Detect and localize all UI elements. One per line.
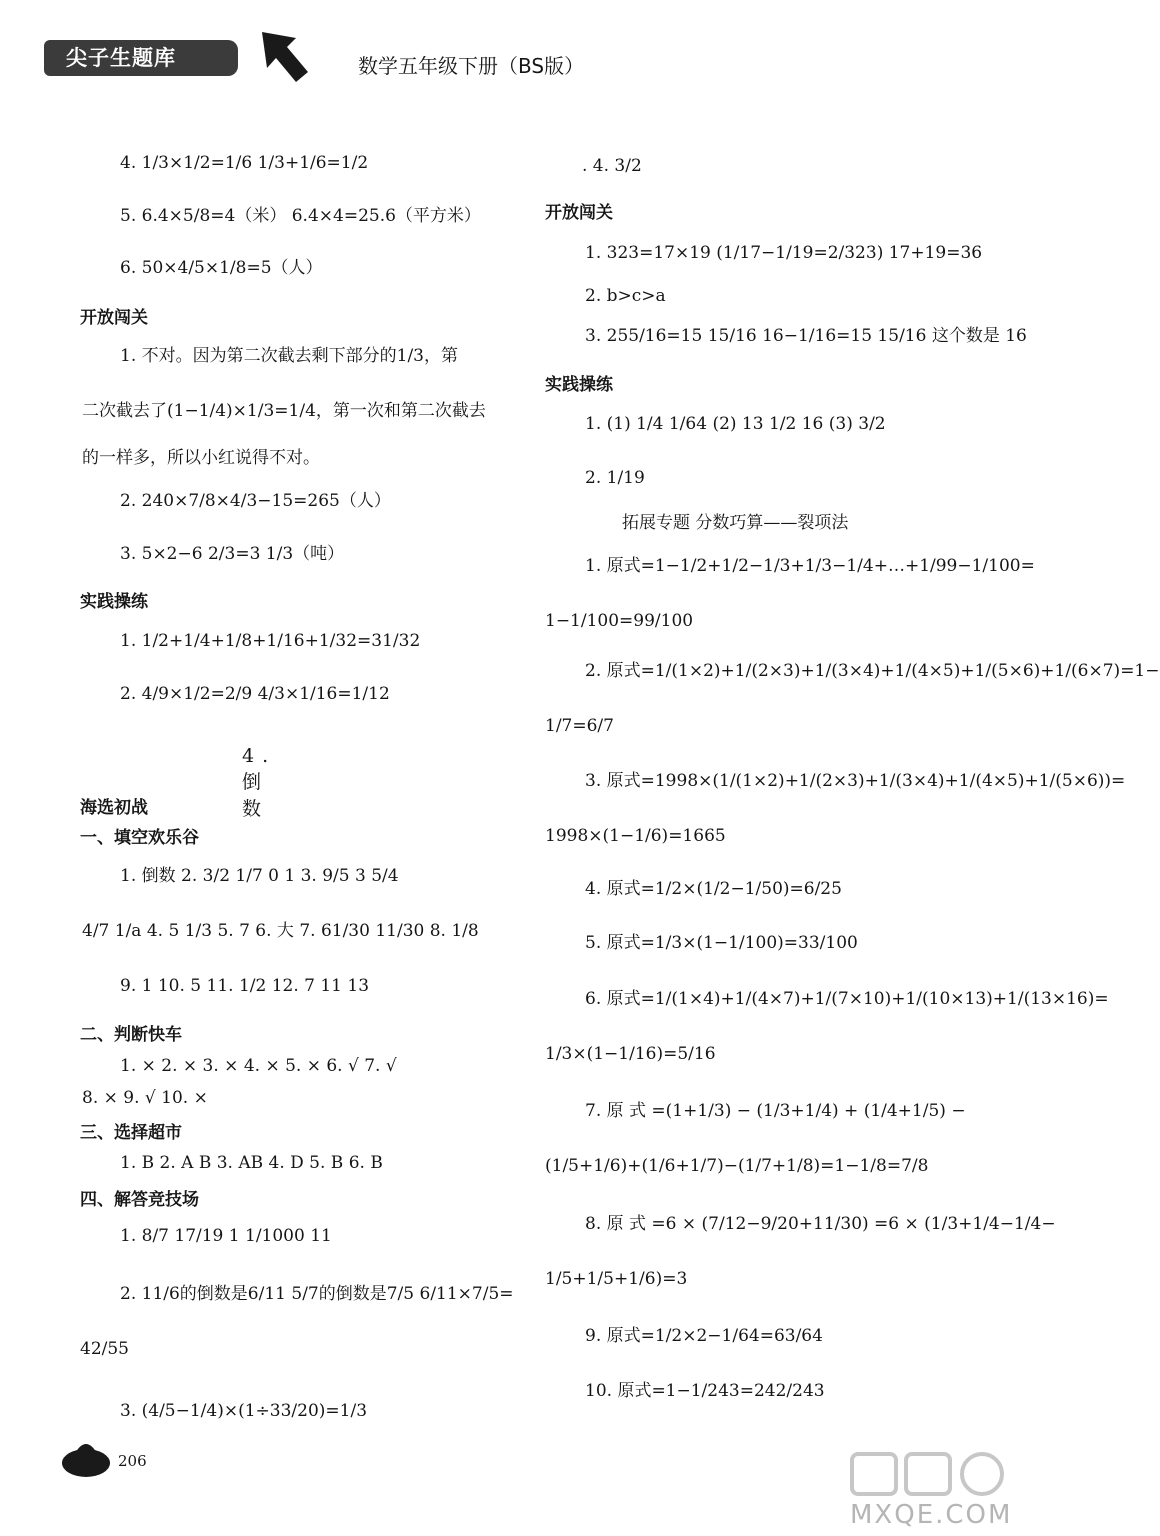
answer-line: 拓展专题 分数巧算——裂项法	[622, 513, 849, 533]
answer-line: 2. b>c>a	[585, 286, 666, 306]
answer-line: 2. 4/9×1/2=2/9 4/3×1/16=1/12	[120, 684, 390, 704]
answer-line: 1. 323=17×19 (1/17−1/19=2/323) 17+19=36	[585, 243, 983, 263]
answer-line: 的一样多，所以小红说得不对。	[82, 448, 320, 468]
section-heading: 实践操练	[80, 592, 148, 612]
answer-line: 7. 原 式 =(1+1/3) − (1/3+1/4) + (1/4+1/5) −	[585, 1101, 966, 1121]
brand-text: 尖子生题库	[66, 46, 176, 70]
section-heading: 四、解答竞技场	[80, 1190, 199, 1210]
answer-line: 1. 倒数 2. 3/2 1/7 0 1 3. 9/5 3 5/4	[120, 866, 399, 886]
answer-line: . 4. 3/2	[582, 156, 642, 176]
chapter-title: 4.倒 数	[242, 745, 277, 820]
answer-line: 6. 原式=1/(1×4)+1/(4×7)+1/(7×10)+1/(10×13)+1/(13×16)=	[585, 989, 1109, 1009]
watermark-text: MXQE.COM	[850, 1500, 1013, 1530]
watermark-logo-icon	[850, 1448, 1010, 1500]
answer-line: 8. × 9. √ 10. ×	[82, 1088, 208, 1108]
section-heading: 开放闯关	[545, 203, 613, 223]
answer-line: 1. B 2. A B 3. AB 4. D 5. B 6. B	[120, 1153, 383, 1173]
answer-line: 2. 240×7/8×4/3−15=265（人）	[120, 491, 391, 511]
answer-line: 5. 6.4×5/8=4（米） 6.4×4=25.6（平方米）	[120, 206, 481, 226]
answer-line: 3. (4/5−1/4)×(1÷33/20)=1/3	[120, 1401, 368, 1421]
answer-line: 5. 原式=1/3×(1−1/100)=33/100	[585, 933, 858, 953]
answer-line: 二次截去了(1−1/4)×1/3=1/4，第一次和第二次截去	[82, 401, 486, 421]
answer-line: 1. 原式=1−1/2+1/2−1/3+1/3−1/4+…+1/99−1/100=	[585, 556, 1035, 576]
answer-line: 10. 原式=1−1/243=242/243	[585, 1381, 825, 1401]
book-title: 数学五年级下册（BS版）	[358, 54, 585, 78]
answer-line: 3. 255/16=15 15/16 16−1/16=15 15/16 这个数是 16	[585, 326, 1027, 346]
answer-line: 1. × 2. × 3. × 4. × 5. × 6. √ 7. √	[120, 1056, 397, 1076]
answer-line: 1/3×(1−1/16)=5/16	[545, 1044, 716, 1064]
section-heading: 海选初战	[80, 798, 148, 818]
answer-line: 42/55	[80, 1339, 129, 1359]
answer-line: 4/7 1/a 4. 5 1/3 5. 7 6. 大 7. 61/30 11/30 8. 1/8	[82, 921, 479, 941]
answer-line: 1/5+1/5+1/6)=3	[545, 1269, 688, 1289]
answer-line: 1. 不对。因为第二次截去剩下部分的1/3，第	[120, 346, 458, 366]
answer-line: 1/7=6/7	[545, 716, 614, 736]
answer-line: 1. 8/7 17/19 1 1/1000 11	[120, 1226, 332, 1246]
section-heading: 二、判断快车	[80, 1025, 182, 1045]
answer-line: 4. 原式=1/2×(1/2−1/50)=6/25	[585, 879, 842, 899]
section-heading: 一、填空欢乐谷	[80, 828, 199, 848]
answer-line: 4. 1/3×1/2=1/6 1/3+1/6=1/2	[120, 153, 369, 173]
answer-line: 1−1/100=99/100	[545, 611, 694, 631]
answer-line: (1/5+1/6)+(1/6+1/7)−(1/7+1/8)=1−1/8=7/8	[545, 1156, 929, 1176]
answer-line: 2. 11/6的倒数是6/11 5/7的倒数是7/5 6/11×7/5=	[120, 1284, 514, 1304]
mascot-icon	[60, 1437, 116, 1477]
answer-line: 8. 原 式 =6 × (7/12−9/20+11/30) =6 × (1/3+1/4−1/4−	[585, 1214, 1056, 1234]
answer-line: 2. 1/19	[585, 468, 645, 488]
answer-line: 1. (1) 1/4 1/64 (2) 13 1/2 16 (3) 3/2	[585, 414, 886, 434]
answer-line: 3. 原式=1998×(1/(1×2)+1/(2×3)+1/(3×4)+1/(4×5)+1/(5×6))=	[585, 771, 1126, 791]
brand-banner	[44, 40, 238, 76]
section-heading: 三、选择超市	[80, 1123, 182, 1143]
answer-line: 1. 1/2+1/4+1/8+1/16+1/32=31/32	[120, 631, 421, 651]
answer-line: 9. 1 10. 5 11. 1/2 12. 7 11 13	[120, 976, 370, 996]
section-heading: 开放闯关	[80, 308, 148, 328]
page-number: 206	[118, 1452, 147, 1470]
answer-line: 2. 原式=1/(1×2)+1/(2×3)+1/(3×4)+1/(4×5)+1/(5×6)+1/(6×7)=1−	[585, 661, 1160, 681]
answer-line: 6. 50×4/5×1/8=5（人）	[120, 258, 323, 278]
section-heading: 实践操练	[545, 375, 613, 395]
arrow-icon	[256, 28, 312, 86]
answer-line: 9. 原式=1/2×2−1/64=63/64	[585, 1326, 823, 1346]
answer-line: 3. 5×2−6 2/3=3 1/3（吨）	[120, 544, 345, 564]
answer-line: 1998×(1−1/6)=1665	[545, 826, 726, 846]
